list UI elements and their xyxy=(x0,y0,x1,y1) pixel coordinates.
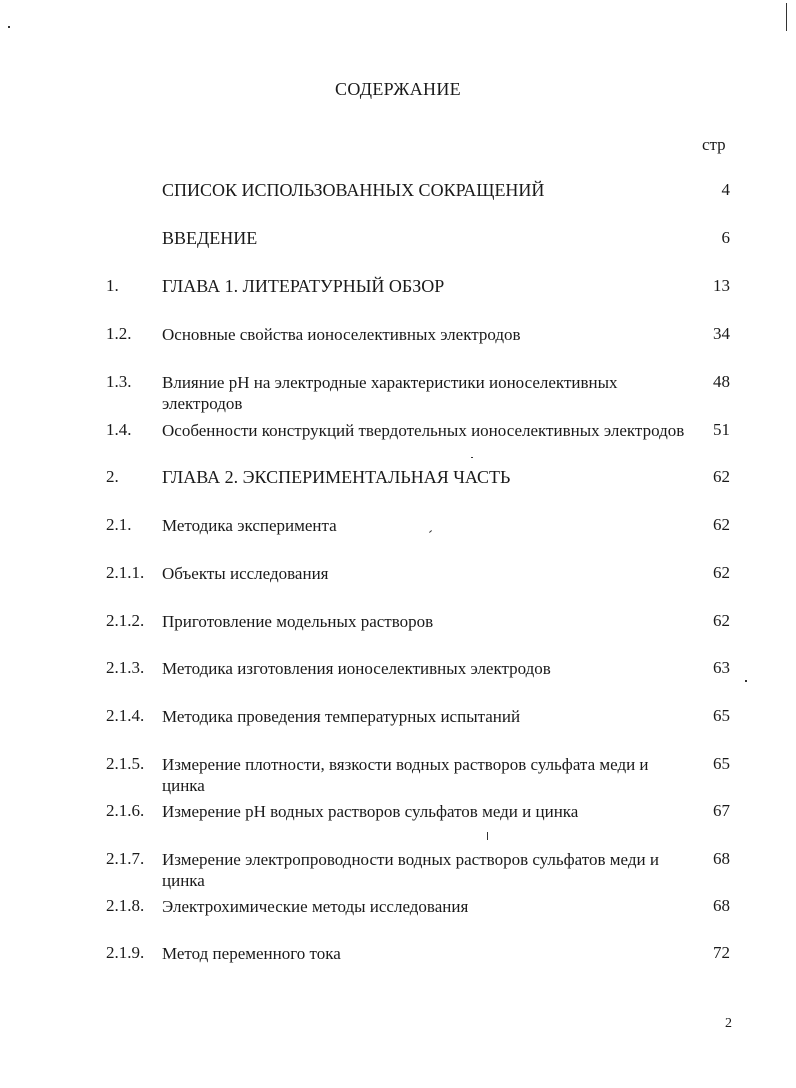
entry-text: Измерение электропроводности водных растворов сульфатов меди и цинка xyxy=(162,850,659,890)
entry-number: 2.1.4. xyxy=(106,706,145,725)
entry-number: 2. xyxy=(106,467,119,486)
scan-speck xyxy=(487,832,488,840)
entry-text: ГЛАВА 1. ЛИТЕРАТУРНЫЙ ОБЗОР xyxy=(162,276,445,296)
entry-text: Объекты исследования xyxy=(162,564,329,583)
entry-page: 62 xyxy=(713,467,730,486)
entry-text: Влияние pH на электродные характеристики ионоселективных электродов xyxy=(162,373,618,413)
entry-text: Основные свойства ионоселективных электродов xyxy=(162,325,521,344)
entry-page: 48 xyxy=(713,372,730,391)
entry-page: 51 xyxy=(713,420,730,439)
entry-page: 63 xyxy=(713,658,730,677)
entry-number: 1.4. xyxy=(106,420,132,439)
entry-page: 6 xyxy=(721,228,730,247)
entry-text: Методика эксперимента xyxy=(162,516,337,535)
toc-title: СОДЕРЖАНИЕ xyxy=(335,79,461,99)
scan-edge-line xyxy=(786,3,787,31)
entry-page: 65 xyxy=(713,706,730,725)
entry-page: 62 xyxy=(713,563,730,582)
entry-page: 62 xyxy=(713,515,730,534)
scan-speck xyxy=(8,26,10,28)
entry-text: Особенности конструкций твердотельных ионоселективных электродов xyxy=(162,421,685,440)
entry-number: 2.1.3. xyxy=(106,658,145,677)
entry-page: 68 xyxy=(713,896,730,915)
entry-text: Методика изготовления ионоселективных электродов xyxy=(162,659,551,678)
entry-page: 4 xyxy=(721,180,730,199)
entry-page: 68 xyxy=(713,849,730,868)
entry-page: 34 xyxy=(713,324,730,343)
entry-text: ВВЕДЕНИЕ xyxy=(162,228,258,248)
entry-number: 1. xyxy=(106,276,119,295)
scan-speck xyxy=(471,457,473,458)
page-column-header: стр xyxy=(702,135,726,154)
entry-text: Измерение плотности, вязкости водных растворов сульфата меди и цинка xyxy=(162,755,649,795)
entry-text: Метод переменного тока xyxy=(162,944,341,963)
entry-page: 62 xyxy=(713,611,730,630)
entry-number: 2.1.1. xyxy=(106,563,145,582)
entry-text: Электрохимические методы исследования xyxy=(162,897,469,916)
page-number: 2 xyxy=(725,1016,732,1031)
entry-text: ГЛАВА 2. ЭКСПЕРИМЕНТАЛЬНАЯ ЧАСТЬ xyxy=(162,467,511,487)
entry-text: Измерение pH водных растворов сульфатов меди и цинка xyxy=(162,802,579,821)
entry-page: 67 xyxy=(713,801,730,820)
entry-number: 2.1.7. xyxy=(106,849,145,868)
entry-number: 2.1. xyxy=(106,515,132,534)
entry-number: 2.1.5. xyxy=(106,754,145,773)
entry-number: 2.1.8. xyxy=(106,896,145,915)
entry-page: 65 xyxy=(713,754,730,773)
entry-number: 2.1.9. xyxy=(106,943,145,962)
entry-text: Методика проведения температурных испытаний xyxy=(162,707,521,726)
entry-number: 2.1.6. xyxy=(106,801,145,820)
scan-speck xyxy=(745,680,747,682)
entry-number: 1.3. xyxy=(106,372,132,391)
entry-number: 2.1.2. xyxy=(106,611,145,630)
entry-number: 1.2. xyxy=(106,324,132,343)
entry-page: 72 xyxy=(713,943,730,962)
entry-text: Приготовление модельных растворов xyxy=(162,612,434,631)
toc-entry xyxy=(0,943,796,1003)
entry-text: СПИСОК ИСПОЛЬЗОВАННЫХ СОКРАЩЕНИЙ xyxy=(162,180,545,200)
entry-page: 13 xyxy=(713,276,730,295)
